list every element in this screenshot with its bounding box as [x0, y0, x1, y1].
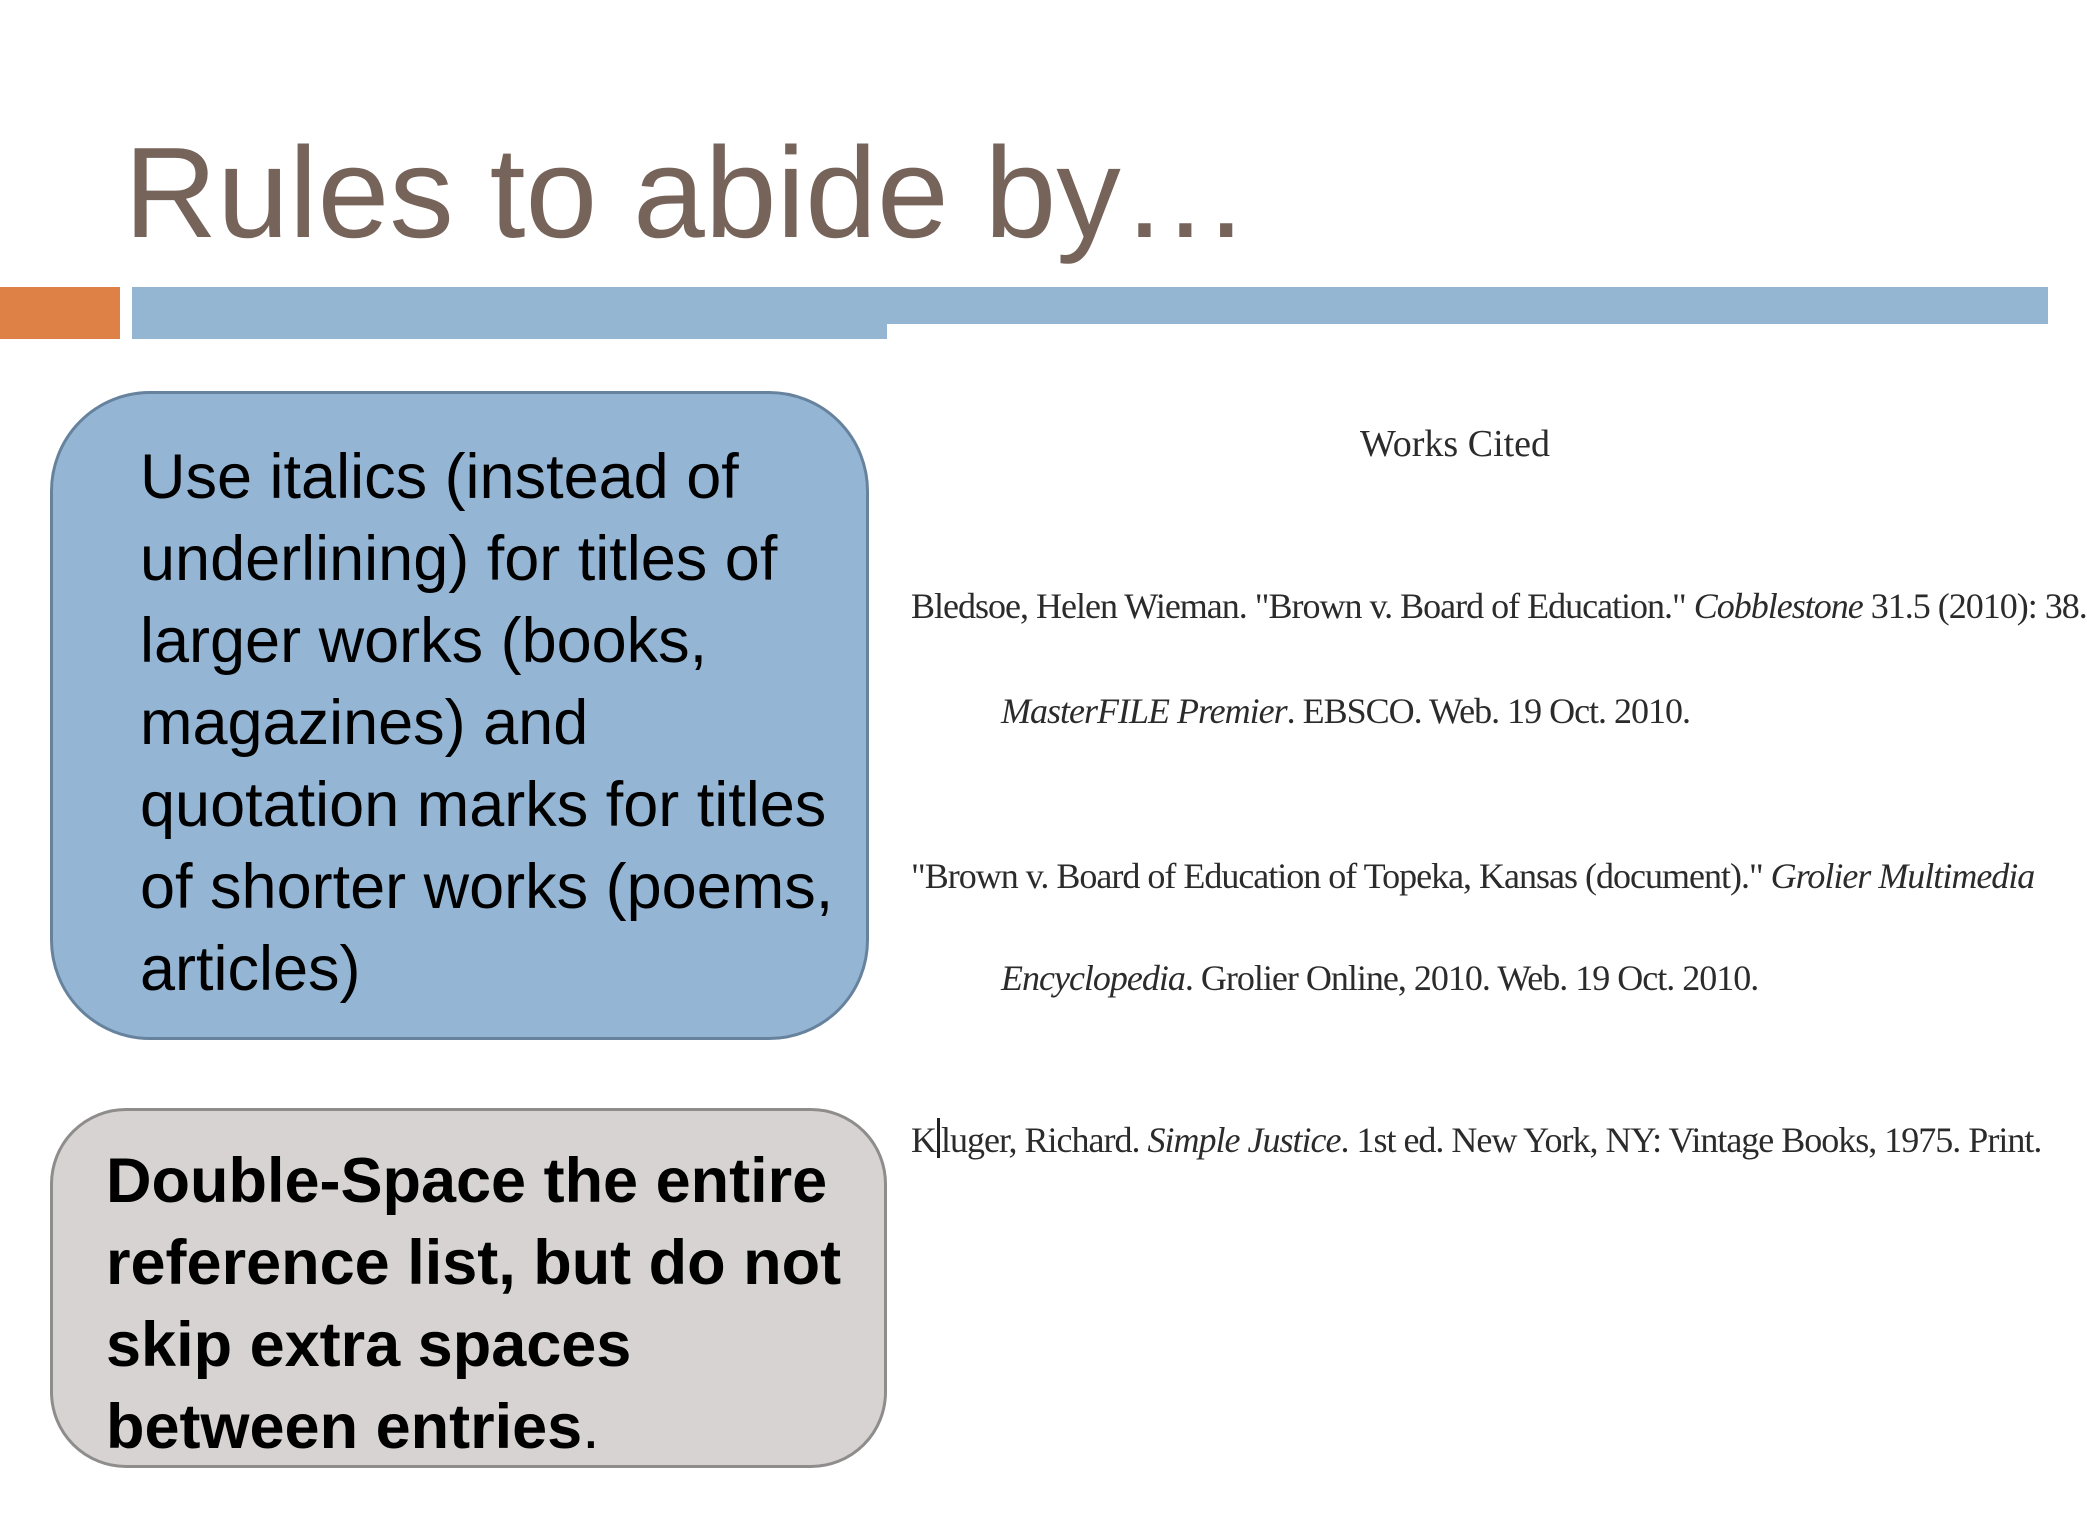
rule-box-double-space-tail: . [582, 1392, 600, 1462]
citation-3-pre-caret: K [911, 1120, 936, 1160]
citation-3-italic: Simple Justice [1147, 1120, 1341, 1160]
rule-box-double-space-bold: Double-Space the entire reference list, but do not skip extra spaces between entries [106, 1146, 842, 1462]
rule-box-italics-text: Use italics (instead of underlining) for titles of larger works (books, magazines) and quotation marks for titles of shorter works (poems, articles) [140, 442, 834, 1004]
works-cited-image [905, 400, 2087, 1200]
citation-2-italic: Grolier Multimedia [1770, 856, 2035, 896]
citation-2-line-2-italic: Encyclopedia [1001, 958, 1185, 998]
citation-1-line-2-italic: MasterFILE Premier [1001, 691, 1287, 731]
accent-bar-orange [0, 287, 120, 339]
citation-2-line-2 [1001, 957, 1758, 999]
citation-1-plain: Bledsoe, Helen Wieman. "Brown v. Board of Education." [911, 586, 1694, 626]
citation-3-plain: luger, Richard. [941, 1120, 1148, 1160]
citation-2-plain: "Brown v. Board of Education of Topeka, Kansas (document)." [911, 856, 1771, 896]
citation-3-line-1 [911, 1118, 2041, 1161]
citation-1-line-1 [911, 585, 2087, 627]
works-cited-heading: Works Cited [1359, 423, 1551, 465]
citation-2-line-1 [911, 855, 2034, 897]
text-cursor [937, 1118, 940, 1158]
citation-3-tail: . 1st ed. New York, NY: Vintage Books, 1975. Print. [1340, 1120, 2042, 1160]
accent-bar-blue [132, 287, 2048, 324]
citation-1-italic: Cobblestone [1693, 586, 1863, 626]
accent-bar-blue-tab [132, 320, 887, 339]
citation-1-line-2-tail: . EBSCO. Web. 19 Oct. 2010. [1286, 691, 1691, 731]
citation-1-line-2 [1001, 690, 1690, 732]
citation-1-tail: 31.5 (2010): 38. [1862, 586, 2087, 626]
citation-2-line-2-tail: . Grolier Online, 2010. Web. 19 Oct. 2010. [1184, 958, 1759, 998]
slide-title: Rules to abide by… [124, 121, 1250, 265]
rule-box-double-space-text [106, 1140, 866, 1468]
